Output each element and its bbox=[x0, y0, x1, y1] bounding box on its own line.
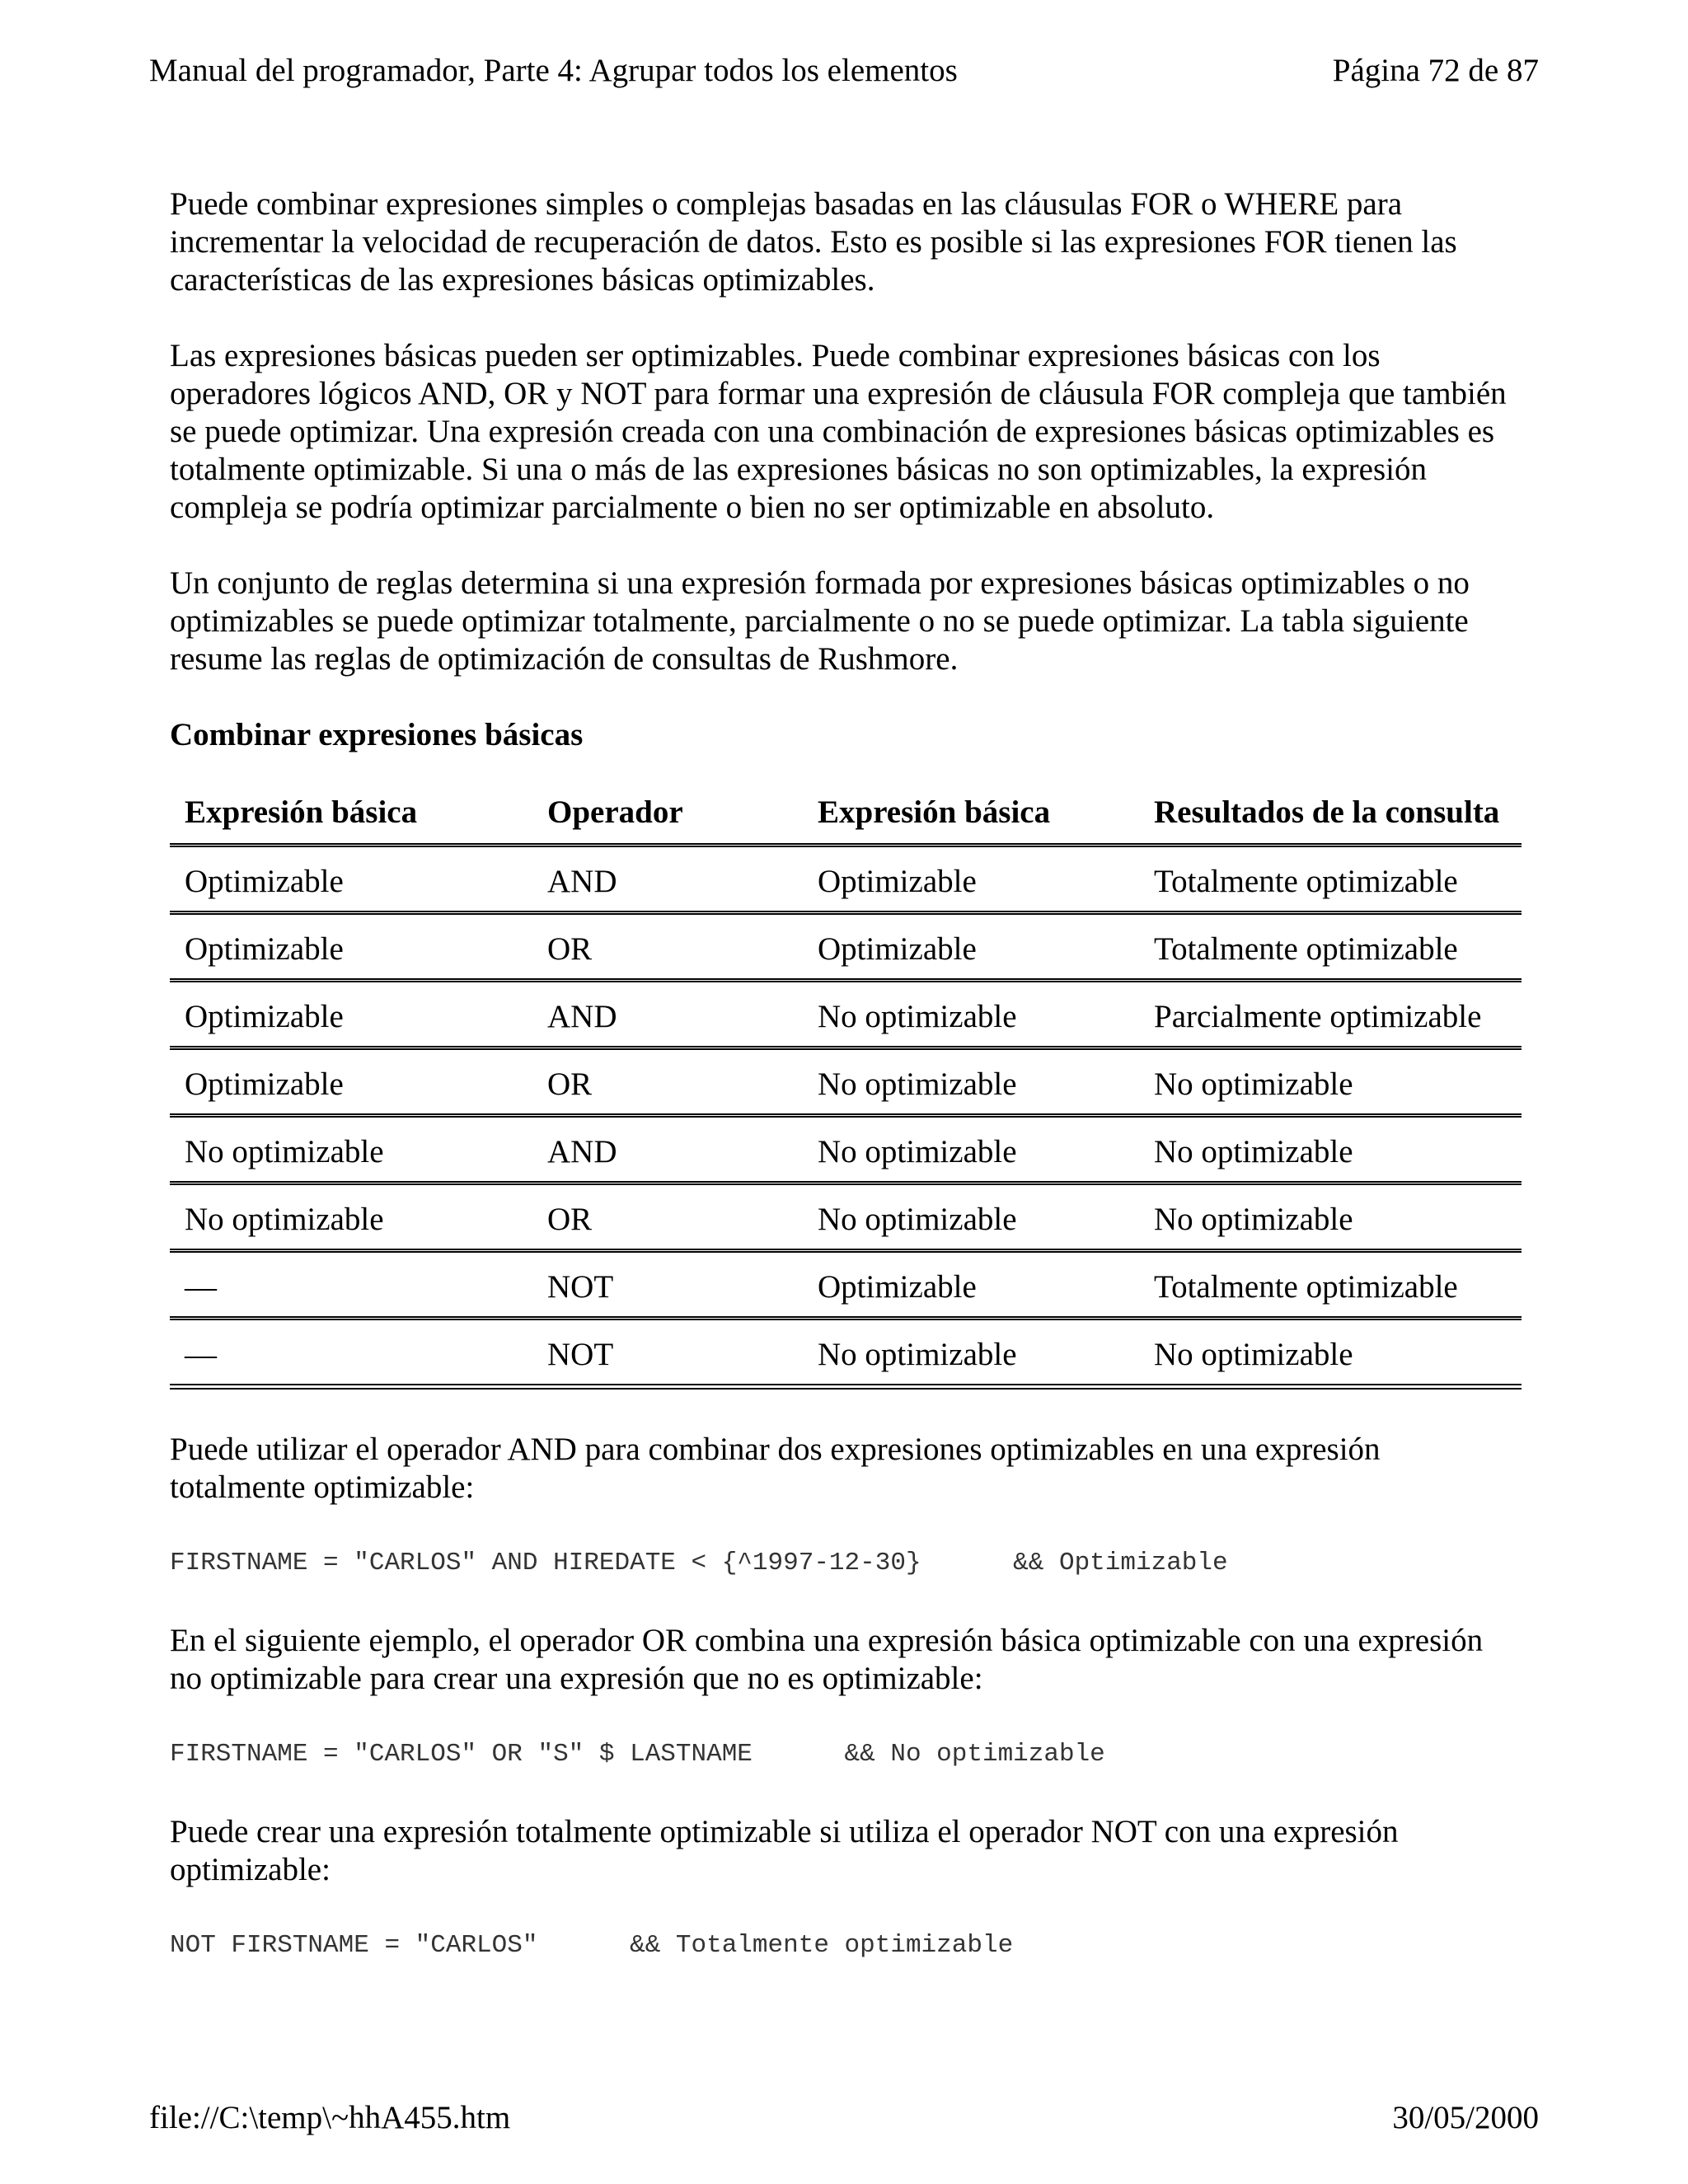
optimization-rules-table bbox=[170, 785, 1522, 1390]
table-row bbox=[170, 1319, 1522, 1387]
column-header: Expresión básica bbox=[170, 785, 532, 846]
table-cell: No optimizable bbox=[1139, 1319, 1522, 1387]
table-cell: No optimizable bbox=[1139, 1048, 1522, 1116]
paragraph-rules: Un conjunto de reglas determina si una expresión formada por expresiones básicas optimizables o no optimizables se puede optimizar totalmente, parcialmente o no se puede optimizar. La tabla siguiente resume las reglas de optimización de consultas de Rushmore. bbox=[170, 565, 1470, 677]
page-number: Página 72 de 87 bbox=[1332, 53, 1539, 88]
table-cell: NOT bbox=[532, 1319, 803, 1387]
table-cell: No optimizable bbox=[170, 1183, 532, 1251]
table-cell: Totalmente optimizable bbox=[1139, 846, 1522, 913]
table-row bbox=[170, 981, 1522, 1048]
table-cell: No optimizable bbox=[170, 1116, 532, 1183]
table-cell: Optimizable bbox=[803, 846, 1139, 913]
table-cell: No optimizable bbox=[803, 981, 1139, 1048]
paragraph-or-example: En el siguiente ejemplo, el operador OR combina una expresión básica optimizable con una expresión no optimizable para crear una expresión que no es optimizable: bbox=[170, 1623, 1484, 1696]
table-cell: OR bbox=[532, 1048, 803, 1116]
table-row bbox=[170, 1251, 1522, 1319]
paragraph-basic-expressions: Las expresiones básicas pueden ser optimizables. Puede combinar expresiones básicas con los operadores lógicos AND, OR y NOT para formar una expresión de cláusula FOR compleja que también se puede optimizar. Una expresión creada con una combinación de expresiones básicas optimizables es totalmente optimizable. Si una o más de las expresiones básicas no son optimizables, la expresión compleja se podría optimizar parcialmente o bien no ser optimizable en absoluto. bbox=[170, 338, 1507, 525]
paragraph-not-example: Puede crear una expresión totalmente optimizable si utiliza el operador NOT con una expresión optimizable: bbox=[170, 1814, 1399, 1887]
table-cell: AND bbox=[532, 981, 803, 1048]
table-title: Combinar expresiones básicas bbox=[170, 717, 584, 752]
table-row bbox=[170, 1116, 1522, 1183]
code-example-not: NOT FIRSTNAME = "CARLOS" && Totalmente optimizable bbox=[170, 1931, 1014, 1960]
table-cell: OR bbox=[532, 1183, 803, 1251]
table-cell: Optimizable bbox=[170, 913, 532, 981]
code-example-or: FIRSTNAME = "CARLOS" OR "S" $ LASTNAME && No optimizable bbox=[170, 1740, 1105, 1769]
document-title: Manual del programador, Parte 4: Agrupar todos los elementos bbox=[149, 53, 958, 88]
paragraph-and-example: Puede utilizar el operador AND para combinar dos expresiones optimizables en una expresión totalmente optimizable: bbox=[170, 1432, 1381, 1505]
table-cell: Parcialmente optimizable bbox=[1139, 981, 1522, 1048]
table-cell: Optimizable bbox=[170, 981, 532, 1048]
table-cell: No optimizable bbox=[803, 1319, 1139, 1387]
column-header: Resultados de la consulta bbox=[1139, 785, 1522, 846]
table-cell: No optimizable bbox=[1139, 1183, 1522, 1251]
table-cell: No optimizable bbox=[803, 1116, 1139, 1183]
table-cell: — bbox=[170, 1251, 532, 1319]
table-cell: No optimizable bbox=[803, 1048, 1139, 1116]
table-cell: OR bbox=[532, 913, 803, 981]
table-cell: AND bbox=[532, 1116, 803, 1183]
table-header-row bbox=[170, 785, 1522, 846]
table-row bbox=[170, 1183, 1522, 1251]
table-cell: Totalmente optimizable bbox=[1139, 1251, 1522, 1319]
table-row bbox=[170, 913, 1522, 981]
file-path: file://C:\temp\~hhA455.htm bbox=[149, 2100, 511, 2135]
paragraph-intro: Puede combinar expresiones simples o complejas basadas en las cláusulas FOR o WHERE para incrementar la velocidad de recuperación de datos. Esto es posible si las expresiones FOR tienen las características de las expresiones básicas optimizables. bbox=[170, 186, 1457, 298]
table-cell: No optimizable bbox=[803, 1183, 1139, 1251]
table-cell: Optimizable bbox=[803, 1251, 1139, 1319]
column-header: Operador bbox=[532, 785, 803, 846]
table-cell: Optimizable bbox=[803, 913, 1139, 981]
table-cell: Optimizable bbox=[170, 1048, 532, 1116]
page-footer bbox=[149, 2095, 1539, 2141]
table-row bbox=[170, 1048, 1522, 1116]
table-cell: Totalmente optimizable bbox=[1139, 913, 1522, 981]
table-cell: — bbox=[170, 1319, 532, 1387]
table-cell: NOT bbox=[532, 1251, 803, 1319]
table-cell: No optimizable bbox=[1139, 1116, 1522, 1183]
page-header bbox=[149, 48, 1539, 94]
table-cell: Optimizable bbox=[170, 846, 532, 913]
print-date: 30/05/2000 bbox=[1392, 2100, 1539, 2135]
document-content bbox=[170, 185, 1522, 2004]
table-row bbox=[170, 846, 1522, 913]
column-header: Expresión básica bbox=[803, 785, 1139, 846]
table-cell: AND bbox=[532, 846, 803, 913]
code-example-and: FIRSTNAME = "CARLOS" AND HIREDATE < {^1997-12-30} && Optimizable bbox=[170, 1549, 1228, 1577]
